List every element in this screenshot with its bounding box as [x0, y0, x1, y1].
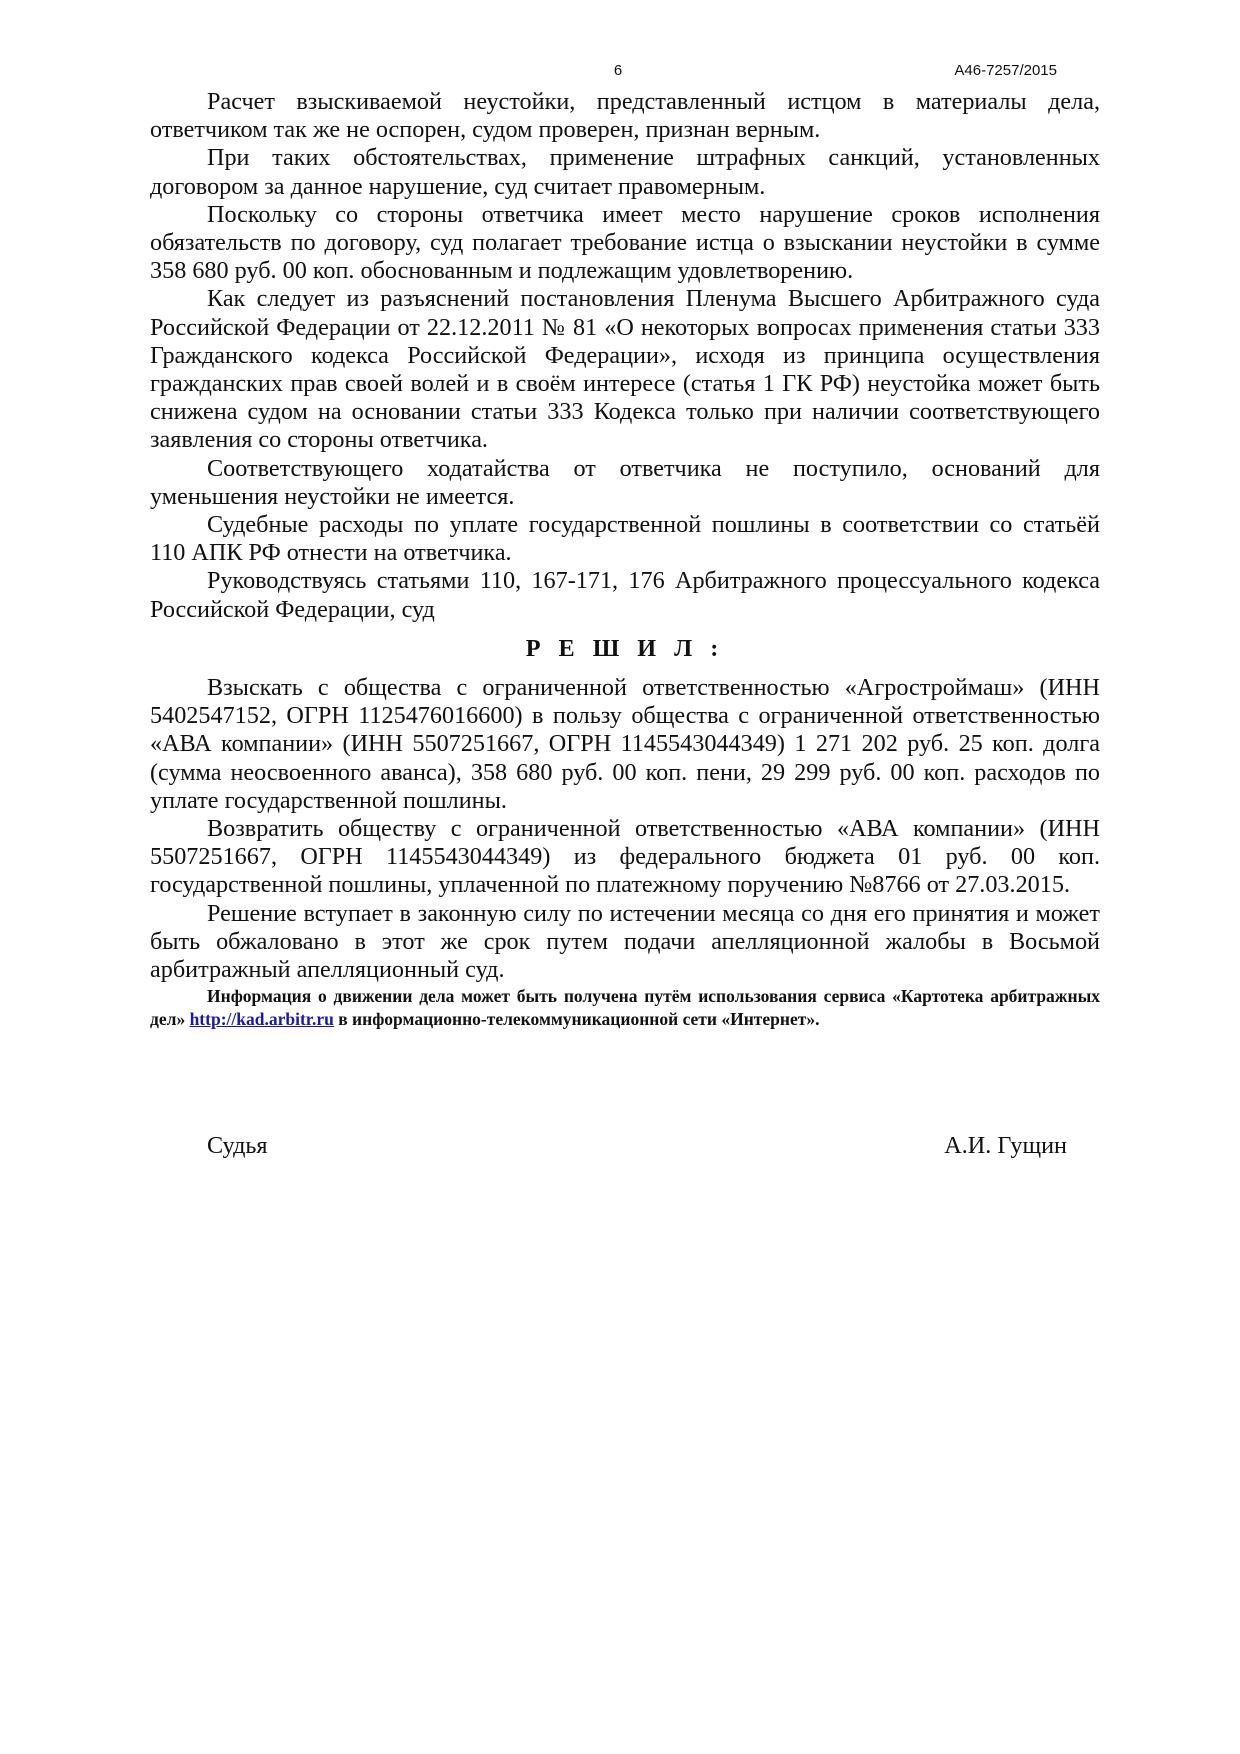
page-number-text: 6 — [613, 62, 623, 79]
signature-role: Судья — [207, 1132, 268, 1159]
signature-block — [207, 1132, 1067, 1160]
paragraph-penalty-calculation: Расчет взыскиваемой неустойки, представленный истцом в материалы дела, ответчиком так же не оспорен, судом проверен, признан верным. — [150, 88, 1100, 144]
info-note-text-end: в информационно-телекоммуникационной сети «Интернет». — [333, 1009, 820, 1030]
decision-refund: Возвратить обществу с ограниченной ответственностью «АВА компании» (ИНН 5507251667, ОГРН 1145543044349) из федерального бюджета 01 руб. 00 коп. государственной пошлины, уплаченной по платежному поручению №8766 от 27.03.2015. — [150, 815, 1100, 899]
paragraph-guided-by: Руководствуясь статьями 110, 167-171, 176 Арбитражного процессуального кодекса Российской Федерации, суд — [150, 567, 1100, 623]
judge-name: А.И. Гущин — [944, 1132, 1067, 1159]
decision-heading: Р Е Ш И Л : — [525, 634, 725, 662]
paragraph-sanctions-lawful: При таких обстоятельствах, применение штрафных санкций, установленных договором за данное нарушение, суд считает правомерным. — [150, 144, 1100, 200]
kad-arbitr-link[interactable]: http://kad.arbitr.ru — [189, 1009, 334, 1030]
info-note-text: Информация о движении дела может быть получена путём использования сервиса «Картотека арбитражных дел» — [150, 986, 1100, 1030]
paragraph-plenum-clarification: Как следует из разъяснений постановления Пленума Высшего Арбитражного суда Российской Федерации от 22.12.2011 № 81 «О некоторых вопросах применения статьи 333 Гражданского кодекса Российской Федерации», исходя из принципа осуществления гражданских прав своей волей и в своём интересе (статья 1 ГК РФ) неустойка может быть снижена судом на основании статьи 333 Кодекса только при наличии соответствующего заявления со стороны ответчика. — [150, 285, 1100, 454]
paragraph-court-costs: Судебные расходы по уплате государственной пошлины в соответствии со статьёй 110 АПК РФ отнести на ответчика. — [150, 511, 1100, 567]
case-info-note — [150, 984, 1100, 1031]
decision-recover: Взыскать с общества с ограниченной ответственностью «Агростроймаш» (ИНН 5402547152, ОГРН 1125476016600) в пользу общества с ограниченной ответственностью «АВА компании» (ИНН 5507251667, ОГРН 1145543044349) 1 271 202 руб. 25 коп. долга (сумма неосвоенного аванса), 358 680 руб. 00 коп. пени, 29 299 руб. 00 коп. расходов по уплате государственной пошлины. — [150, 674, 1100, 814]
paragraph-no-motion: Соответствующего ходатайства от ответчика не поступило, оснований для уменьшения неустойки не имеется. — [150, 454, 1100, 510]
decision-appeal: Решение вступает в законную силу по истечении месяца со дня его принятия и может быть обжаловано в этот же срок путем подачи апелляционной жалобы в Восьмой арбитражный апелляционный суд. — [150, 899, 1100, 984]
document-body — [150, 88, 1100, 1031]
paragraph-penalty-claim: Поскольку со стороны ответчика имеет место нарушение сроков исполнения обязательств по договору, суд полагает требование истца о взыскании неустойки в сумме 358 680 руб. 00 коп. обоснованным и подлежащим удовлетворению. — [150, 200, 1100, 285]
case-number: А46-7257/2015 — [954, 62, 1057, 79]
